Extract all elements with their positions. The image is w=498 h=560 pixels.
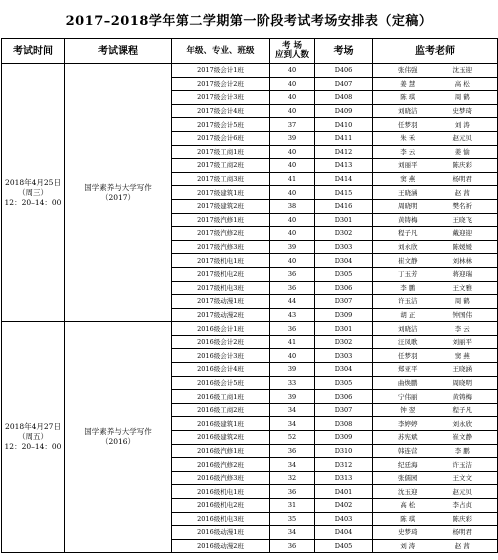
exam-course: 国学素养与大学写作 <box>84 182 152 192</box>
count-cell: 40 <box>270 349 315 363</box>
count-cell: 39 <box>270 390 315 404</box>
count-cell: 40 <box>270 77 315 91</box>
class-cell: 2017级机电2班 <box>172 267 270 281</box>
proctor-name: 陈庆彩 <box>452 514 473 523</box>
proctor-cell <box>373 267 498 281</box>
proctor-name: 崔文静 <box>452 433 473 442</box>
room-cell: D312 <box>315 458 373 472</box>
room-cell: D301 <box>315 322 373 336</box>
exam-weekday: （周五） <box>18 432 48 442</box>
proctor-name: 刘 涛 <box>400 542 416 551</box>
proctor-name: 刘丽平 <box>452 338 473 347</box>
proctor-name: 沈玉迎 <box>397 487 418 496</box>
header-time: 考试时间 <box>2 39 65 64</box>
class-cell: 2017级工商2班 <box>172 159 270 173</box>
class-cell: 2016级汽修1班 <box>172 444 270 458</box>
exam-course: 国学素养与大学写作 <box>84 427 152 437</box>
proctor-cell <box>373 131 498 145</box>
room-cell: D313 <box>315 471 373 485</box>
room-cell: D306 <box>315 281 373 295</box>
class-cell: 2016级工商1班 <box>172 390 270 404</box>
class-cell: 2017级建筑2班 <box>172 199 270 213</box>
class-cell: 2016级工商2班 <box>172 403 270 417</box>
exam-course-year: （2017） <box>100 192 136 202</box>
table-row <box>2 64 498 78</box>
count-cell: 36 <box>270 539 315 553</box>
proctor-name: 黄铸梅 <box>397 215 418 224</box>
proctor-name: 刘丽平 <box>397 161 418 170</box>
proctor-name: 姜 愉 <box>454 147 470 156</box>
proctor-name: 许玉洁 <box>452 460 473 469</box>
proctor-name: 史梦琦 <box>452 107 473 116</box>
room-cell: D302 <box>315 335 373 349</box>
class-cell: 2016级动漫1班 <box>172 526 270 540</box>
exam-weekday: （周三） <box>18 187 48 197</box>
proctor-cell <box>373 295 498 309</box>
room-cell: D403 <box>315 512 373 526</box>
header-teacher: 监考老师 <box>373 39 498 64</box>
count-cell: 40 <box>270 213 315 227</box>
proctor-name: 汪凤歌 <box>397 338 418 347</box>
proctor-name: 樊名祈 <box>452 202 473 211</box>
count-cell: 32 <box>270 471 315 485</box>
room-cell: D404 <box>315 526 373 540</box>
table-body <box>2 64 498 553</box>
proctor-cell <box>373 499 498 513</box>
proctor-cell <box>373 539 498 553</box>
exam-time-cell <box>2 64 65 322</box>
proctor-name: 陈 琪 <box>400 93 416 102</box>
proctor-name: 张儒园 <box>397 474 418 483</box>
header-grade: 年级、专业、班级 <box>172 39 270 64</box>
class-cell: 2017级工商1班 <box>172 145 270 159</box>
exam-time: 12：20–14：00 <box>4 197 62 207</box>
proctor-name: 赵元贝 <box>452 487 473 496</box>
proctor-name: 王文雅 <box>452 283 473 292</box>
proctor-name: 朱 禾 <box>400 134 416 143</box>
proctor-name: 陈庆彩 <box>452 161 473 170</box>
proctor-name: 周 鹤 <box>454 93 470 102</box>
class-cell: 2017级机电1班 <box>172 254 270 268</box>
room-cell: D406 <box>315 64 373 78</box>
count-cell: 41 <box>270 335 315 349</box>
room-cell: D302 <box>315 227 373 241</box>
class-cell: 2016级机电2班 <box>172 499 270 513</box>
class-cell: 2016级机电3班 <box>172 512 270 526</box>
count-cell: 36 <box>270 485 315 499</box>
proctor-name: 王晓涵 <box>452 365 473 374</box>
proctor-name: 李 云 <box>400 147 416 156</box>
count-cell: 40 <box>270 159 315 173</box>
exam-course-cell <box>65 64 172 322</box>
count-cell: 35 <box>270 512 315 526</box>
proctor-name: 戴迎迎 <box>452 229 473 238</box>
count-cell: 40 <box>270 104 315 118</box>
class-cell: 2017级会计1班 <box>172 64 270 78</box>
class-cell: 2017级汽修3班 <box>172 240 270 254</box>
count-cell: 44 <box>270 295 315 309</box>
proctor-name: 钟 翌 <box>400 406 416 415</box>
count-cell: 34 <box>270 526 315 540</box>
room-cell: D409 <box>315 104 373 118</box>
room-cell: D303 <box>315 240 373 254</box>
proctor-cell <box>373 322 498 336</box>
room-cell: D415 <box>315 186 373 200</box>
proctor-name: 刘永欣 <box>452 419 473 428</box>
proctor-name: 韩连营 <box>397 446 418 455</box>
proctor-cell <box>373 431 498 445</box>
exam-time: 12：20–14：00 <box>4 442 62 452</box>
room-cell: D310 <box>315 444 373 458</box>
count-cell: 40 <box>270 91 315 105</box>
proctor-name: 蒋迎瑞 <box>452 270 473 279</box>
class-cell: 2017级汽修2班 <box>172 227 270 241</box>
count-cell: 40 <box>270 227 315 241</box>
proctor-name: 王晓飞 <box>452 215 473 224</box>
proctor-name: 曲焕鹏 <box>397 378 418 387</box>
proctor-name: 刘永欣 <box>397 243 418 252</box>
room-cell: D412 <box>315 145 373 159</box>
count-cell: 40 <box>270 254 315 268</box>
count-cell: 40 <box>270 186 315 200</box>
proctor-name: 胡 正 <box>400 310 416 319</box>
proctor-name: 任梦羽 <box>397 120 418 129</box>
proctor-name: 陈媛媛 <box>452 243 473 252</box>
room-cell: D411 <box>315 131 373 145</box>
class-cell: 2017级会计6班 <box>172 131 270 145</box>
proctor-name: 沈玉迎 <box>452 66 473 75</box>
proctor-name: 许玉洁 <box>397 297 418 306</box>
proctor-name: 程子凡 <box>397 229 418 238</box>
class-cell: 2017级动漫1班 <box>172 295 270 309</box>
proctor-name: 周晓明 <box>397 202 418 211</box>
table-header <box>2 39 498 64</box>
count-cell: 40 <box>270 64 315 78</box>
proctor-cell <box>373 213 498 227</box>
proctor-cell <box>373 485 498 499</box>
proctor-cell <box>373 444 498 458</box>
room-cell: D401 <box>315 485 373 499</box>
proctor-name: 苏宪斌 <box>397 433 418 442</box>
class-cell: 2017级会计2班 <box>172 77 270 91</box>
proctor-name: 高 松 <box>454 79 470 88</box>
proctor-cell <box>373 145 498 159</box>
proctor-cell <box>373 281 498 295</box>
header-room: 考场 <box>315 39 373 64</box>
proctor-name: 刘晓洁 <box>397 107 418 116</box>
room-cell: D416 <box>315 199 373 213</box>
proctor-name: 王文文 <box>452 474 473 483</box>
class-cell: 2017级汽修1班 <box>172 213 270 227</box>
class-cell: 2017级会计3班 <box>172 91 270 105</box>
exam-date: 2018年4月25日 <box>5 177 61 187</box>
count-cell: 37 <box>270 118 315 132</box>
count-cell: 34 <box>270 417 315 431</box>
proctor-cell <box>373 403 498 417</box>
class-cell: 2016级会计1班 <box>172 322 270 336</box>
proctor-cell <box>373 526 498 540</box>
room-cell: D402 <box>315 499 373 513</box>
proctor-cell <box>373 417 498 431</box>
class-cell: 2017级会计5班 <box>172 118 270 132</box>
room-cell: D308 <box>315 417 373 431</box>
class-cell: 2016级动漫2班 <box>172 539 270 553</box>
proctor-name: 史梦琦 <box>397 528 418 537</box>
exam-time-cell <box>2 322 65 553</box>
room-cell: D414 <box>315 172 373 186</box>
proctor-cell <box>373 363 498 377</box>
header-count <box>270 39 315 64</box>
proctor-cell <box>373 77 498 91</box>
proctor-name: 崔文静 <box>397 256 418 265</box>
proctor-name: 宁伟丽 <box>397 392 418 401</box>
class-cell: 2016级汽修2班 <box>172 458 270 472</box>
room-cell: D410 <box>315 118 373 132</box>
proctor-name: 纪廷海 <box>397 460 418 469</box>
room-cell: D405 <box>315 539 373 553</box>
count-cell: 34 <box>270 403 315 417</box>
proctor-name: 程子凡 <box>452 406 473 415</box>
proctor-name: 赵 茜 <box>454 188 470 197</box>
room-cell: D408 <box>315 91 373 105</box>
proctor-name: 黄铸梅 <box>452 392 473 401</box>
room-cell: D309 <box>315 308 373 322</box>
class-cell: 2017级会计4班 <box>172 104 270 118</box>
count-cell: 36 <box>270 444 315 458</box>
proctor-name: 张伟强 <box>397 66 418 75</box>
proctor-name: 姜 慧 <box>400 79 416 88</box>
proctor-cell <box>373 91 498 105</box>
proctor-name: 窦 燕 <box>400 175 416 184</box>
proctor-name: 陈 琪 <box>400 514 416 523</box>
proctor-name: 周 鹤 <box>454 297 470 306</box>
class-cell: 2017级工商3班 <box>172 172 270 186</box>
proctor-name: 赵 茜 <box>454 542 470 551</box>
count-cell: 52 <box>270 431 315 445</box>
proctor-cell <box>373 335 498 349</box>
header-count-line1: 考 场 <box>282 41 302 51</box>
class-cell: 2016级会计2班 <box>172 335 270 349</box>
room-cell: D407 <box>315 77 373 91</box>
proctor-cell <box>373 254 498 268</box>
schedule-table <box>1 38 498 553</box>
count-cell: 43 <box>270 308 315 322</box>
proctor-cell <box>373 458 498 472</box>
room-cell: D307 <box>315 403 373 417</box>
count-cell: 39 <box>270 131 315 145</box>
room-cell: D305 <box>315 376 373 390</box>
proctor-cell <box>373 390 498 404</box>
proctor-name: 李占贞 <box>452 501 473 510</box>
page-title: 2017–2018学年第二学期第一阶段考试考场安排表（定稿） <box>65 14 433 29</box>
count-cell: 39 <box>270 240 315 254</box>
class-cell: 2016级会计4班 <box>172 363 270 377</box>
proctor-name: 李 云 <box>454 324 470 333</box>
proctor-name: 赵元贝 <box>452 134 473 143</box>
count-cell: 33 <box>270 376 315 390</box>
count-cell: 38 <box>270 199 315 213</box>
room-cell: D306 <box>315 390 373 404</box>
proctor-cell <box>373 471 498 485</box>
proctor-cell <box>373 186 498 200</box>
room-cell: D307 <box>315 295 373 309</box>
room-cell: D304 <box>315 254 373 268</box>
class-cell: 2016级汽修3班 <box>172 471 270 485</box>
proctor-cell <box>373 199 498 213</box>
proctor-name: 刘晓洁 <box>397 324 418 333</box>
proctor-name: 王晓涵 <box>397 188 418 197</box>
exam-course-year: （2016） <box>100 437 136 447</box>
class-cell: 2017级机电3班 <box>172 281 270 295</box>
proctor-name: 杨明君 <box>452 175 473 184</box>
proctor-name: 钟国伟 <box>452 310 473 319</box>
proctor-cell <box>373 172 498 186</box>
proctor-cell <box>373 159 498 173</box>
room-cell: D305 <box>315 267 373 281</box>
proctor-name: 李 鹏 <box>400 283 416 292</box>
header-course: 考试课程 <box>65 39 172 64</box>
class-cell: 2016级会计5班 <box>172 376 270 390</box>
proctor-cell <box>373 376 498 390</box>
table-row <box>2 322 498 336</box>
count-cell: 41 <box>270 172 315 186</box>
proctor-cell <box>373 104 498 118</box>
class-cell: 2017级动漫2班 <box>172 308 270 322</box>
proctor-cell <box>373 64 498 78</box>
room-cell: D413 <box>315 159 373 173</box>
room-cell: D301 <box>315 213 373 227</box>
proctor-name: 任梦羽 <box>397 351 418 360</box>
class-cell: 2016级建筑1班 <box>172 417 270 431</box>
count-cell: 34 <box>270 458 315 472</box>
proctor-name: 丁玉芳 <box>397 270 418 279</box>
proctor-name: 刘林林 <box>452 256 473 265</box>
proctor-name: 高 松 <box>400 501 416 510</box>
count-cell: 36 <box>270 281 315 295</box>
exam-course-cell <box>65 322 172 553</box>
proctor-name: 窦 燕 <box>454 351 470 360</box>
room-cell: D309 <box>315 431 373 445</box>
proctor-cell <box>373 240 498 254</box>
proctor-cell <box>373 227 498 241</box>
proctor-name: 周晓明 <box>452 378 473 387</box>
class-cell: 2016级会计3班 <box>172 349 270 363</box>
class-cell: 2016级机电1班 <box>172 485 270 499</box>
count-cell: 40 <box>270 145 315 159</box>
room-cell: D304 <box>315 363 373 377</box>
count-cell: 36 <box>270 322 315 336</box>
class-cell: 2016级建筑2班 <box>172 431 270 445</box>
proctor-name: 郑亚平 <box>397 365 418 374</box>
proctor-cell <box>373 118 498 132</box>
count-cell: 31 <box>270 499 315 513</box>
count-cell: 39 <box>270 363 315 377</box>
proctor-name: 李 鹏 <box>454 446 470 455</box>
proctor-name: 刘 涛 <box>454 120 470 129</box>
proctor-cell <box>373 349 498 363</box>
proctor-cell <box>373 512 498 526</box>
exam-date: 2018年4月27日 <box>5 422 61 432</box>
proctor-cell <box>373 308 498 322</box>
proctor-name: 李婷婷 <box>397 419 418 428</box>
class-cell: 2017级建筑1班 <box>172 186 270 200</box>
proctor-name: 杨明君 <box>452 528 473 537</box>
header-count-line2: 应到人数 <box>274 50 309 60</box>
room-cell: D303 <box>315 349 373 363</box>
count-cell: 36 <box>270 267 315 281</box>
